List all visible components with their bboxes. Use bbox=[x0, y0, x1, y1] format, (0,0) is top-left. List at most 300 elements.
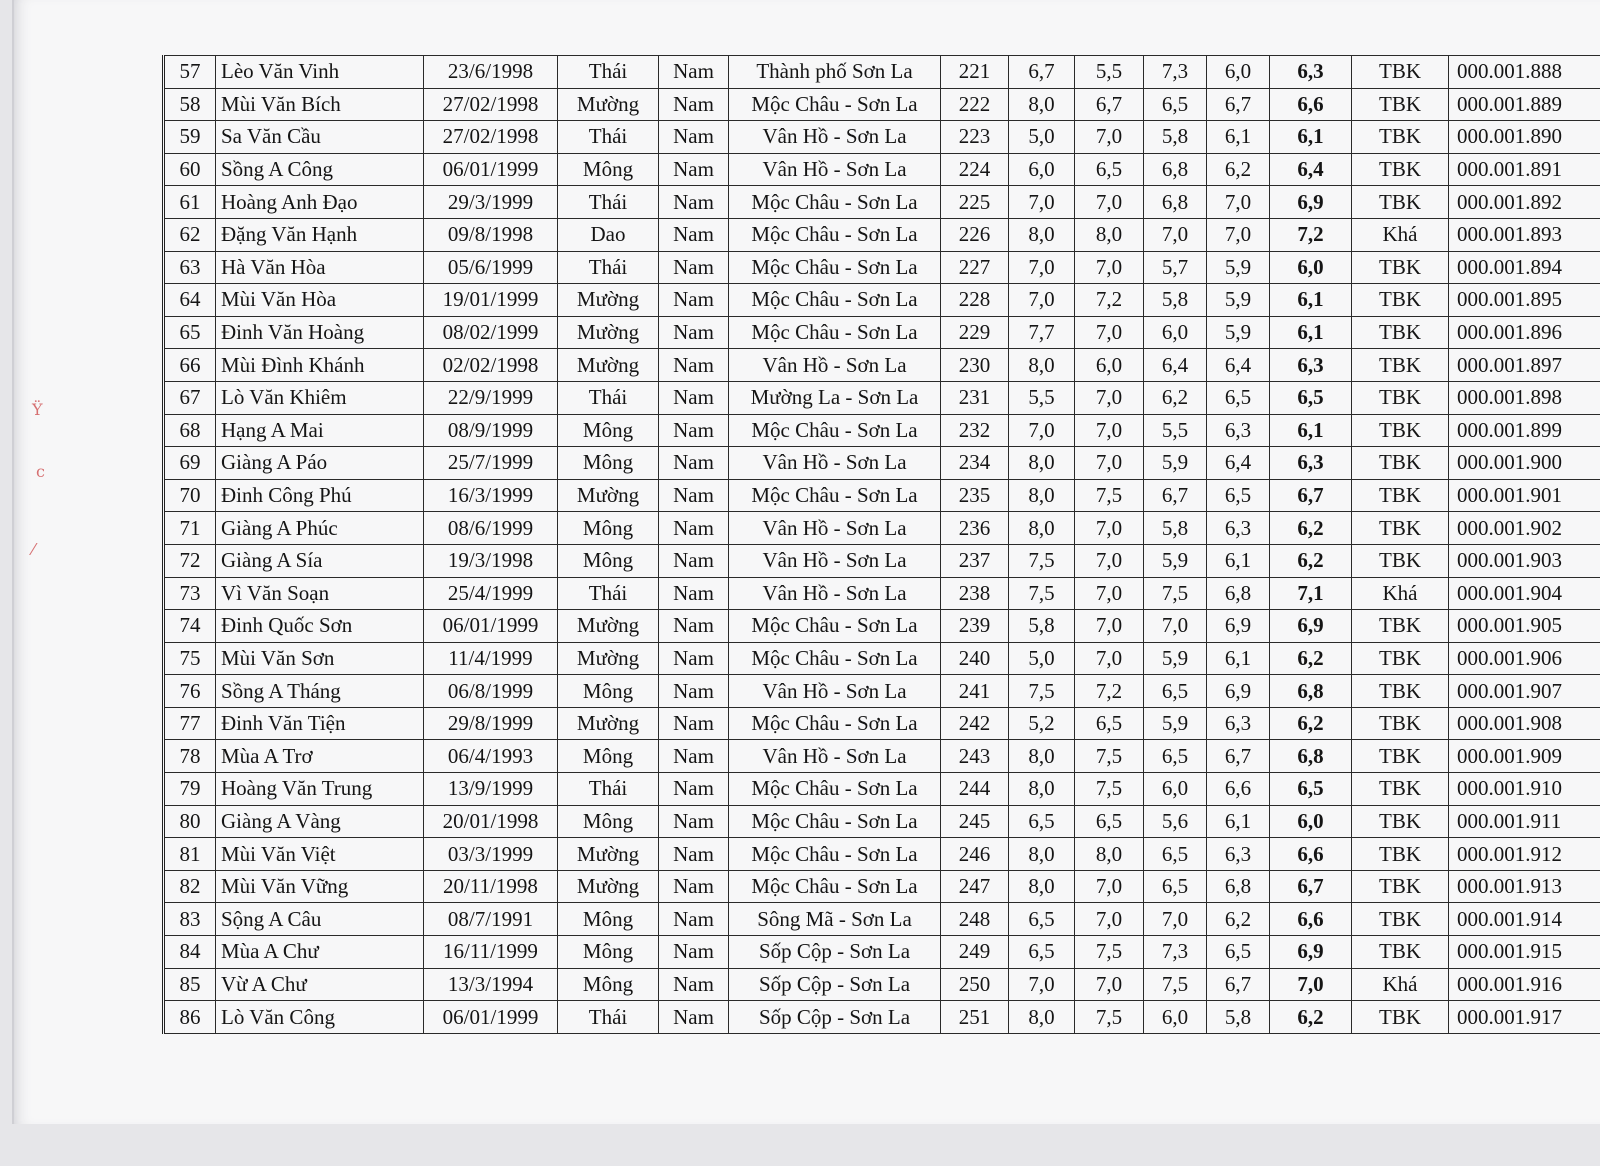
classification-cell: Khá bbox=[1352, 218, 1449, 251]
student-name-cell: Hoàng Văn Trung bbox=[216, 773, 424, 806]
score-1-cell: 6,5 bbox=[1009, 805, 1075, 838]
score-4-cell: 6,8 bbox=[1207, 870, 1270, 903]
score-3-cell: 7,0 bbox=[1144, 218, 1207, 251]
student-name-cell: Sồng A Tháng bbox=[216, 675, 424, 708]
birth-date-cell: 22/9/1999 bbox=[424, 381, 558, 414]
score-3-cell: 5,8 bbox=[1144, 512, 1207, 545]
birth-date-cell: 08/02/1999 bbox=[424, 316, 558, 349]
certificate-number-cell: 000.001.908 bbox=[1449, 707, 1600, 740]
score-2-cell: 6,7 bbox=[1075, 88, 1144, 121]
average-score-cell: 7,0 bbox=[1270, 968, 1352, 1001]
ethnicity-cell: Mường bbox=[558, 284, 659, 317]
score-4-cell: 6,5 bbox=[1207, 936, 1270, 969]
birth-date-cell: 06/01/1999 bbox=[424, 1001, 558, 1034]
student-name-cell: Giàng A Phúc bbox=[216, 512, 424, 545]
candidate-number-cell: 238 bbox=[941, 577, 1009, 610]
average-score-cell: 6,7 bbox=[1270, 870, 1352, 903]
classification-cell: TBK bbox=[1352, 381, 1449, 414]
score-3-cell: 6,5 bbox=[1144, 740, 1207, 773]
score-2-cell: 7,0 bbox=[1075, 577, 1144, 610]
ethnicity-cell: Thái bbox=[558, 1001, 659, 1034]
hometown-cell: Mộc Châu - Sơn La bbox=[729, 642, 941, 675]
ethnicity-cell: Mường bbox=[558, 316, 659, 349]
score-1-cell: 7,5 bbox=[1009, 544, 1075, 577]
row-number-cell: 59 bbox=[164, 121, 216, 154]
score-2-cell: 7,5 bbox=[1075, 1001, 1144, 1034]
score-4-cell: 6,5 bbox=[1207, 381, 1270, 414]
candidate-number-cell: 245 bbox=[941, 805, 1009, 838]
ethnicity-cell: Mông bbox=[558, 675, 659, 708]
ethnicity-cell: Mông bbox=[558, 153, 659, 186]
score-3-cell: 7,5 bbox=[1144, 968, 1207, 1001]
score-3-cell: 6,8 bbox=[1144, 186, 1207, 219]
gender-cell: Nam bbox=[659, 642, 729, 675]
score-4-cell: 6,1 bbox=[1207, 642, 1270, 675]
gender-cell: Nam bbox=[659, 56, 729, 89]
score-4-cell: 6,2 bbox=[1207, 903, 1270, 936]
score-3-cell: 5,9 bbox=[1144, 447, 1207, 480]
score-4-cell: 6,5 bbox=[1207, 479, 1270, 512]
classification-cell: TBK bbox=[1352, 936, 1449, 969]
table-row bbox=[164, 512, 1600, 545]
gender-cell: Nam bbox=[659, 186, 729, 219]
table-row bbox=[164, 479, 1600, 512]
classification-cell: TBK bbox=[1352, 284, 1449, 317]
birth-date-cell: 09/8/1998 bbox=[424, 218, 558, 251]
classification-cell: TBK bbox=[1352, 870, 1449, 903]
hometown-cell: Mộc Châu - Sơn La bbox=[729, 870, 941, 903]
average-score-cell: 6,3 bbox=[1270, 349, 1352, 382]
candidate-number-cell: 246 bbox=[941, 838, 1009, 871]
candidate-number-cell: 249 bbox=[941, 936, 1009, 969]
ethnicity-cell: Mường bbox=[558, 870, 659, 903]
candidate-number-cell: 223 bbox=[941, 121, 1009, 154]
score-4-cell: 6,1 bbox=[1207, 544, 1270, 577]
average-score-cell: 6,6 bbox=[1270, 88, 1352, 121]
gender-cell: Nam bbox=[659, 218, 729, 251]
ethnicity-cell: Thái bbox=[558, 773, 659, 806]
row-number-cell: 63 bbox=[164, 251, 216, 284]
birth-date-cell: 25/7/1999 bbox=[424, 447, 558, 480]
gender-cell: Nam bbox=[659, 512, 729, 545]
table-row bbox=[164, 88, 1600, 121]
hometown-cell: Mộc Châu - Sơn La bbox=[729, 773, 941, 806]
score-1-cell: 8,0 bbox=[1009, 512, 1075, 545]
hometown-cell: Mộc Châu - Sơn La bbox=[729, 838, 941, 871]
row-number-cell: 68 bbox=[164, 414, 216, 447]
score-1-cell: 6,0 bbox=[1009, 153, 1075, 186]
score-1-cell: 5,2 bbox=[1009, 707, 1075, 740]
ethnicity-cell: Mường bbox=[558, 349, 659, 382]
gender-cell: Nam bbox=[659, 870, 729, 903]
score-4-cell: 5,9 bbox=[1207, 251, 1270, 284]
score-2-cell: 6,0 bbox=[1075, 349, 1144, 382]
hometown-cell: Mộc Châu - Sơn La bbox=[729, 284, 941, 317]
birth-date-cell: 06/01/1999 bbox=[424, 153, 558, 186]
row-number-cell: 73 bbox=[164, 577, 216, 610]
hometown-cell: Vân Hồ - Sơn La bbox=[729, 577, 941, 610]
margin-ink-mark: c bbox=[36, 462, 45, 481]
table-row bbox=[164, 870, 1600, 903]
hometown-cell: Vân Hồ - Sơn La bbox=[729, 544, 941, 577]
row-number-cell: 75 bbox=[164, 642, 216, 675]
table-row bbox=[164, 675, 1600, 708]
score-4-cell: 5,8 bbox=[1207, 1001, 1270, 1034]
table-row bbox=[164, 577, 1600, 610]
classification-cell: TBK bbox=[1352, 88, 1449, 121]
table-row bbox=[164, 447, 1600, 480]
table-row bbox=[164, 1001, 1600, 1034]
average-score-cell: 7,2 bbox=[1270, 218, 1352, 251]
row-number-cell: 74 bbox=[164, 610, 216, 643]
classification-cell: TBK bbox=[1352, 707, 1449, 740]
student-name-cell: Sa Văn Cầu bbox=[216, 121, 424, 154]
row-number-cell: 78 bbox=[164, 740, 216, 773]
average-score-cell: 6,2 bbox=[1270, 707, 1352, 740]
average-score-cell: 6,5 bbox=[1270, 773, 1352, 806]
score-2-cell: 6,5 bbox=[1075, 153, 1144, 186]
certificate-number-cell: 000.001.895 bbox=[1449, 284, 1600, 317]
birth-date-cell: 29/8/1999 bbox=[424, 707, 558, 740]
table-row bbox=[164, 414, 1600, 447]
score-3-cell: 7,0 bbox=[1144, 903, 1207, 936]
score-3-cell: 5,6 bbox=[1144, 805, 1207, 838]
certificate-number-cell: 000.001.912 bbox=[1449, 838, 1600, 871]
candidate-number-cell: 234 bbox=[941, 447, 1009, 480]
row-number-cell: 85 bbox=[164, 968, 216, 1001]
table-row bbox=[164, 805, 1600, 838]
student-name-cell: Lèo Văn Vinh bbox=[216, 56, 424, 89]
score-4-cell: 6,3 bbox=[1207, 707, 1270, 740]
gender-cell: Nam bbox=[659, 349, 729, 382]
average-score-cell: 6,6 bbox=[1270, 903, 1352, 936]
gender-cell: Nam bbox=[659, 968, 729, 1001]
candidate-number-cell: 237 bbox=[941, 544, 1009, 577]
score-1-cell: 6,7 bbox=[1009, 56, 1075, 89]
gender-cell: Nam bbox=[659, 675, 729, 708]
certificate-number-cell: 000.001.915 bbox=[1449, 936, 1600, 969]
gender-cell: Nam bbox=[659, 121, 729, 154]
classification-cell: TBK bbox=[1352, 805, 1449, 838]
classification-cell: TBK bbox=[1352, 251, 1449, 284]
birth-date-cell: 27/02/1998 bbox=[424, 88, 558, 121]
hometown-cell: Sốp Cộp - Sơn La bbox=[729, 968, 941, 1001]
score-2-cell: 7,0 bbox=[1075, 610, 1144, 643]
score-4-cell: 5,9 bbox=[1207, 316, 1270, 349]
score-4-cell: 7,0 bbox=[1207, 218, 1270, 251]
birth-date-cell: 16/11/1999 bbox=[424, 936, 558, 969]
table-row bbox=[164, 56, 1600, 89]
birth-date-cell: 06/01/1999 bbox=[424, 610, 558, 643]
average-score-cell: 6,9 bbox=[1270, 186, 1352, 219]
gender-cell: Nam bbox=[659, 251, 729, 284]
row-number-cell: 69 bbox=[164, 447, 216, 480]
row-number-cell: 62 bbox=[164, 218, 216, 251]
average-score-cell: 6,1 bbox=[1270, 414, 1352, 447]
row-number-cell: 70 bbox=[164, 479, 216, 512]
average-score-cell: 6,8 bbox=[1270, 675, 1352, 708]
ethnicity-cell: Mông bbox=[558, 936, 659, 969]
ethnicity-cell: Mông bbox=[558, 447, 659, 480]
student-name-cell: Giàng A Sía bbox=[216, 544, 424, 577]
score-2-cell: 7,0 bbox=[1075, 903, 1144, 936]
hometown-cell: Mộc Châu - Sơn La bbox=[729, 186, 941, 219]
score-3-cell: 6,0 bbox=[1144, 316, 1207, 349]
classification-cell: TBK bbox=[1352, 121, 1449, 154]
score-4-cell: 6,4 bbox=[1207, 447, 1270, 480]
score-2-cell: 7,0 bbox=[1075, 316, 1144, 349]
certificate-number-cell: 000.001.891 bbox=[1449, 153, 1600, 186]
score-4-cell: 5,9 bbox=[1207, 284, 1270, 317]
gender-cell: Nam bbox=[659, 707, 729, 740]
average-score-cell: 6,2 bbox=[1270, 1001, 1352, 1034]
student-name-cell: Mùa A Chư bbox=[216, 936, 424, 969]
table-row bbox=[164, 903, 1600, 936]
hometown-cell: Mộc Châu - Sơn La bbox=[729, 316, 941, 349]
score-3-cell: 5,5 bbox=[1144, 414, 1207, 447]
score-1-cell: 8,0 bbox=[1009, 218, 1075, 251]
gender-cell: Nam bbox=[659, 577, 729, 610]
score-2-cell: 7,0 bbox=[1075, 968, 1144, 1001]
hometown-cell: Mộc Châu - Sơn La bbox=[729, 251, 941, 284]
birth-date-cell: 08/9/1999 bbox=[424, 414, 558, 447]
ethnicity-cell: Mông bbox=[558, 903, 659, 936]
classification-cell: TBK bbox=[1352, 1001, 1449, 1034]
hometown-cell: Mộc Châu - Sơn La bbox=[729, 414, 941, 447]
score-4-cell: 6,4 bbox=[1207, 349, 1270, 382]
classification-cell: TBK bbox=[1352, 349, 1449, 382]
gender-cell: Nam bbox=[659, 381, 729, 414]
candidate-number-cell: 227 bbox=[941, 251, 1009, 284]
student-name-cell: Sồng A Công bbox=[216, 153, 424, 186]
gender-cell: Nam bbox=[659, 153, 729, 186]
score-1-cell: 7,0 bbox=[1009, 414, 1075, 447]
hometown-cell: Mộc Châu - Sơn La bbox=[729, 610, 941, 643]
margin-ink-mark: Ÿ bbox=[32, 400, 43, 419]
score-1-cell: 7,5 bbox=[1009, 675, 1075, 708]
table-row bbox=[164, 968, 1600, 1001]
classification-cell: TBK bbox=[1352, 447, 1449, 480]
birth-date-cell: 08/7/1991 bbox=[424, 903, 558, 936]
score-1-cell: 6,5 bbox=[1009, 903, 1075, 936]
student-name-cell: Mùi Văn Sơn bbox=[216, 642, 424, 675]
average-score-cell: 6,5 bbox=[1270, 381, 1352, 414]
student-name-cell: Vừ A Chư bbox=[216, 968, 424, 1001]
hometown-cell: Sốp Cộp - Sơn La bbox=[729, 1001, 941, 1034]
certificate-number-cell: 000.001.898 bbox=[1449, 381, 1600, 414]
score-2-cell: 7,0 bbox=[1075, 186, 1144, 219]
gender-cell: Nam bbox=[659, 740, 729, 773]
score-3-cell: 6,5 bbox=[1144, 870, 1207, 903]
student-name-cell: Hạng A Mai bbox=[216, 414, 424, 447]
table-row bbox=[164, 936, 1600, 969]
ethnicity-cell: Dao bbox=[558, 218, 659, 251]
certificate-number-cell: 000.001.892 bbox=[1449, 186, 1600, 219]
score-3-cell: 6,8 bbox=[1144, 153, 1207, 186]
score-2-cell: 7,2 bbox=[1075, 675, 1144, 708]
score-1-cell: 8,0 bbox=[1009, 1001, 1075, 1034]
score-1-cell: 7,0 bbox=[1009, 284, 1075, 317]
score-1-cell: 8,0 bbox=[1009, 773, 1075, 806]
average-score-cell: 7,1 bbox=[1270, 577, 1352, 610]
table-row bbox=[164, 284, 1600, 317]
score-2-cell: 7,0 bbox=[1075, 251, 1144, 284]
gender-cell: Nam bbox=[659, 414, 729, 447]
certificate-number-cell: 000.001.901 bbox=[1449, 479, 1600, 512]
certificate-number-cell: 000.001.906 bbox=[1449, 642, 1600, 675]
row-number-cell: 64 bbox=[164, 284, 216, 317]
score-1-cell: 8,0 bbox=[1009, 870, 1075, 903]
table-row bbox=[164, 544, 1600, 577]
average-score-cell: 6,1 bbox=[1270, 284, 1352, 317]
student-name-cell: Đặng Văn Hạnh bbox=[216, 218, 424, 251]
student-name-cell: Mùi Văn Vững bbox=[216, 870, 424, 903]
hometown-cell: Vân Hồ - Sơn La bbox=[729, 740, 941, 773]
birth-date-cell: 29/3/1999 bbox=[424, 186, 558, 219]
candidate-number-cell: 240 bbox=[941, 642, 1009, 675]
birth-date-cell: 02/02/1998 bbox=[424, 349, 558, 382]
classification-cell: TBK bbox=[1352, 512, 1449, 545]
score-4-cell: 6,7 bbox=[1207, 88, 1270, 121]
score-1-cell: 8,0 bbox=[1009, 479, 1075, 512]
hometown-cell: Mộc Châu - Sơn La bbox=[729, 707, 941, 740]
candidate-number-cell: 241 bbox=[941, 675, 1009, 708]
hometown-cell: Vân Hồ - Sơn La bbox=[729, 153, 941, 186]
score-3-cell: 7,5 bbox=[1144, 577, 1207, 610]
average-score-cell: 6,0 bbox=[1270, 805, 1352, 838]
row-number-cell: 81 bbox=[164, 838, 216, 871]
score-2-cell: 7,0 bbox=[1075, 512, 1144, 545]
ethnicity-cell: Mông bbox=[558, 414, 659, 447]
hometown-cell: Vân Hồ - Sơn La bbox=[729, 349, 941, 382]
table-row bbox=[164, 218, 1600, 251]
row-number-cell: 58 bbox=[164, 88, 216, 121]
score-4-cell: 6,7 bbox=[1207, 740, 1270, 773]
candidate-number-cell: 243 bbox=[941, 740, 1009, 773]
candidate-number-cell: 225 bbox=[941, 186, 1009, 219]
certificate-number-cell: 000.001.902 bbox=[1449, 512, 1600, 545]
candidate-number-cell: 224 bbox=[941, 153, 1009, 186]
table-row bbox=[164, 349, 1600, 382]
score-3-cell: 5,9 bbox=[1144, 544, 1207, 577]
average-score-cell: 6,2 bbox=[1270, 512, 1352, 545]
average-score-cell: 6,9 bbox=[1270, 610, 1352, 643]
gender-cell: Nam bbox=[659, 284, 729, 317]
score-2-cell: 5,5 bbox=[1075, 56, 1144, 89]
certificate-number-cell: 000.001.897 bbox=[1449, 349, 1600, 382]
ethnicity-cell: Mường bbox=[558, 642, 659, 675]
candidate-number-cell: 235 bbox=[941, 479, 1009, 512]
score-3-cell: 5,8 bbox=[1144, 121, 1207, 154]
classification-cell: TBK bbox=[1352, 414, 1449, 447]
certificate-number-cell: 000.001.913 bbox=[1449, 870, 1600, 903]
student-name-cell: Đinh Quốc Sơn bbox=[216, 610, 424, 643]
score-4-cell: 6,3 bbox=[1207, 838, 1270, 871]
birth-date-cell: 20/11/1998 bbox=[424, 870, 558, 903]
classification-cell: TBK bbox=[1352, 153, 1449, 186]
student-name-cell: Giàng A Vàng bbox=[216, 805, 424, 838]
classification-cell: TBK bbox=[1352, 903, 1449, 936]
gender-cell: Nam bbox=[659, 903, 729, 936]
score-1-cell: 5,5 bbox=[1009, 381, 1075, 414]
candidate-number-cell: 229 bbox=[941, 316, 1009, 349]
score-2-cell: 7,0 bbox=[1075, 544, 1144, 577]
candidate-number-cell: 221 bbox=[941, 56, 1009, 89]
table-row bbox=[164, 707, 1600, 740]
score-2-cell: 6,5 bbox=[1075, 707, 1144, 740]
ethnicity-cell: Thái bbox=[558, 251, 659, 284]
average-score-cell: 6,1 bbox=[1270, 121, 1352, 154]
row-number-cell: 86 bbox=[164, 1001, 216, 1034]
margin-ink-mark: ⁄ bbox=[32, 540, 35, 559]
candidate-number-cell: 236 bbox=[941, 512, 1009, 545]
classification-cell: Khá bbox=[1352, 577, 1449, 610]
gender-cell: Nam bbox=[659, 479, 729, 512]
score-4-cell: 6,0 bbox=[1207, 56, 1270, 89]
candidate-number-cell: 226 bbox=[941, 218, 1009, 251]
row-number-cell: 71 bbox=[164, 512, 216, 545]
score-2-cell: 7,0 bbox=[1075, 870, 1144, 903]
certificate-number-cell: 000.001.893 bbox=[1449, 218, 1600, 251]
ethnicity-cell: Mông bbox=[558, 512, 659, 545]
student-name-cell: Đinh Văn Hoàng bbox=[216, 316, 424, 349]
gender-cell: Nam bbox=[659, 936, 729, 969]
ethnicity-cell: Mường bbox=[558, 610, 659, 643]
score-4-cell: 7,0 bbox=[1207, 186, 1270, 219]
gender-cell: Nam bbox=[659, 316, 729, 349]
table-row bbox=[164, 773, 1600, 806]
certificate-number-cell: 000.001.914 bbox=[1449, 903, 1600, 936]
hometown-cell: Mộc Châu - Sơn La bbox=[729, 218, 941, 251]
row-number-cell: 82 bbox=[164, 870, 216, 903]
birth-date-cell: 08/6/1999 bbox=[424, 512, 558, 545]
score-3-cell: 7,0 bbox=[1144, 610, 1207, 643]
score-3-cell: 5,8 bbox=[1144, 284, 1207, 317]
score-1-cell: 7,0 bbox=[1009, 968, 1075, 1001]
hometown-cell: Sốp Cộp - Sơn La bbox=[729, 936, 941, 969]
hometown-cell: Thành phố Sơn La bbox=[729, 56, 941, 89]
hometown-cell: Vân Hồ - Sơn La bbox=[729, 675, 941, 708]
ethnicity-cell: Thái bbox=[558, 186, 659, 219]
certificate-number-cell: 000.001.896 bbox=[1449, 316, 1600, 349]
row-number-cell: 66 bbox=[164, 349, 216, 382]
row-number-cell: 76 bbox=[164, 675, 216, 708]
table-row bbox=[164, 251, 1600, 284]
score-1-cell: 8,0 bbox=[1009, 740, 1075, 773]
candidate-number-cell: 247 bbox=[941, 870, 1009, 903]
candidate-number-cell: 250 bbox=[941, 968, 1009, 1001]
student-name-cell: Mùi Văn Hòa bbox=[216, 284, 424, 317]
birth-date-cell: 11/4/1999 bbox=[424, 642, 558, 675]
score-1-cell: 7,0 bbox=[1009, 251, 1075, 284]
classification-cell: TBK bbox=[1352, 56, 1449, 89]
hometown-cell: Vân Hồ - Sơn La bbox=[729, 512, 941, 545]
score-1-cell: 6,5 bbox=[1009, 936, 1075, 969]
hometown-cell: Mường La - Sơn La bbox=[729, 381, 941, 414]
table-body bbox=[164, 56, 1600, 1034]
candidate-number-cell: 244 bbox=[941, 773, 1009, 806]
classification-cell: TBK bbox=[1352, 316, 1449, 349]
certificate-number-cell: 000.001.888 bbox=[1449, 56, 1600, 89]
ethnicity-cell: Thái bbox=[558, 121, 659, 154]
classification-cell: TBK bbox=[1352, 479, 1449, 512]
score-4-cell: 6,2 bbox=[1207, 153, 1270, 186]
ethnicity-cell: Thái bbox=[558, 56, 659, 89]
score-4-cell: 6,1 bbox=[1207, 121, 1270, 154]
certificate-number-cell: 000.001.889 bbox=[1449, 88, 1600, 121]
average-score-cell: 6,7 bbox=[1270, 479, 1352, 512]
candidate-number-cell: 222 bbox=[941, 88, 1009, 121]
